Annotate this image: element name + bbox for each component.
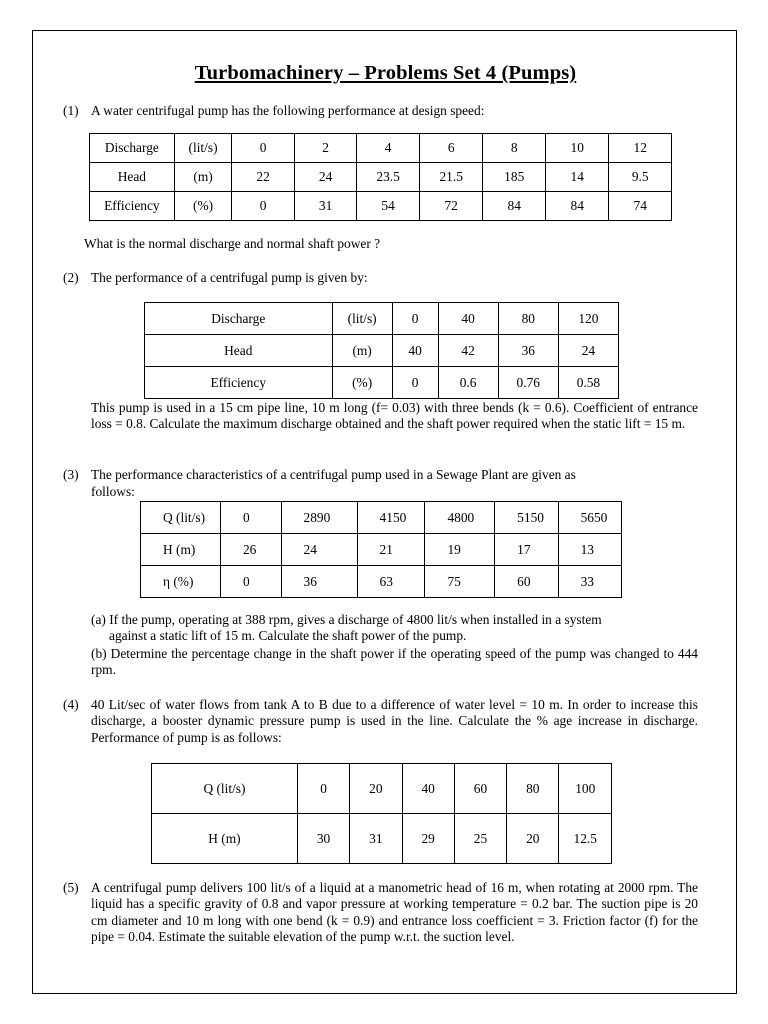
table-row <box>141 534 622 566</box>
table-cell: 4800 <box>425 502 495 534</box>
table-cell: 60 <box>495 566 558 598</box>
table-cell: 5650 <box>558 502 621 534</box>
table-row <box>152 764 612 814</box>
table-cell: 40 <box>392 335 438 367</box>
table-cell: 2890 <box>281 502 357 534</box>
table-cell: 24 <box>281 534 357 566</box>
problem-4-text: 40 Lit/sec of water flows from tank A to B due to a difference of water level = 10 m. In order to increase this discharge, a booster dynamic pressure pump is used in the line. Calculate the % age increase in discharge. Performance of pump is as follows: <box>91 697 698 745</box>
problem-4-number: (4) <box>63 697 79 712</box>
problem-5-number: (5) <box>63 880 79 895</box>
problem-2-details: This pump is used in a 15 cm pipe line, 10 m long (f= 0.03) with three bends (k = 0.6). Coefficient of entrance loss = 0.8. Calculate the maximum discharge obtained and the shaft power required when the static lift = 15 m. <box>91 400 698 432</box>
table-cell: (m) <box>332 335 392 367</box>
table-row <box>90 134 672 163</box>
table-cell: 40 <box>402 764 454 814</box>
table-cell: 4150 <box>357 502 425 534</box>
table-cell: 80 <box>507 764 559 814</box>
table-cell: 29 <box>402 814 454 864</box>
problem-3-text: The performance characteristics of a centrifugal pump used in a Sewage Plant are given as <box>91 467 576 482</box>
problem-4-table <box>151 763 612 864</box>
table-cell: 24 <box>294 163 356 192</box>
table-cell: 20 <box>507 814 559 864</box>
problem-1-table <box>89 133 672 221</box>
table-row <box>145 303 619 335</box>
table-cell: 26 <box>220 534 281 566</box>
table-cell: 33 <box>558 566 621 598</box>
table-cell: 0 <box>392 367 438 399</box>
table-cell: Q (lit/s) <box>152 764 298 814</box>
table-cell: Discharge <box>145 303 333 335</box>
table-cell: 0 <box>232 134 294 163</box>
table-cell: 40 <box>438 303 498 335</box>
table-cell: 0 <box>220 566 281 598</box>
table-cell: 0 <box>392 303 438 335</box>
table-cell: 8 <box>483 134 546 163</box>
table-cell: 72 <box>419 192 483 221</box>
table-cell: 31 <box>350 814 402 864</box>
table-cell: (m) <box>174 163 232 192</box>
table-cell: 84 <box>545 192 608 221</box>
table-cell: Discharge <box>90 134 175 163</box>
table-row <box>145 335 619 367</box>
document-title: Turbomachinery – Problems Set 4 (Pumps) <box>194 62 577 84</box>
table-cell: 0 <box>220 502 281 534</box>
table-cell: 30 <box>297 814 349 864</box>
table-cell: Efficiency <box>145 367 333 399</box>
table-cell: 54 <box>357 192 420 221</box>
table-cell: Head <box>145 335 333 367</box>
table-cell: 21 <box>357 534 425 566</box>
table-cell: 12 <box>609 134 672 163</box>
table-cell: (%) <box>174 192 232 221</box>
problem-3-text-cont: follows: <box>91 484 135 499</box>
table-cell: 20 <box>350 764 402 814</box>
table-row <box>141 566 622 598</box>
table-row <box>141 502 622 534</box>
table-cell: 80 <box>498 303 558 335</box>
table-cell: Efficiency <box>90 192 175 221</box>
table-cell: 42 <box>438 335 498 367</box>
table-cell: H (m) <box>152 814 298 864</box>
table-cell: 31 <box>294 192 356 221</box>
table-cell: 36 <box>281 566 357 598</box>
problem-3-number: (3) <box>63 467 79 482</box>
table-cell: 5150 <box>495 502 558 534</box>
table-cell: (lit/s) <box>332 303 392 335</box>
table-cell: 23.5 <box>357 163 420 192</box>
problem-2-number: (2) <box>63 270 79 285</box>
problem-3-part-a: (a) If the pump, operating at 388 rpm, gives a discharge of 4800 lit/s when installed in a system <box>91 612 602 627</box>
table-cell: 22 <box>232 163 294 192</box>
problem-3-table <box>140 501 622 598</box>
table-cell: 14 <box>545 163 608 192</box>
problem-3-statement <box>63 467 576 483</box>
problem-3-part-a-cont: against a static lift of 15 m. Calculate the shaft power of the pump. <box>109 628 467 643</box>
table-cell: 4 <box>357 134 420 163</box>
table-cell: 120 <box>558 303 618 335</box>
table-cell: H (m) <box>141 534 221 566</box>
table-cell: Q (lit/s) <box>141 502 221 534</box>
table-cell: (%) <box>332 367 392 399</box>
table-row <box>90 163 672 192</box>
problem-1-number: (1) <box>63 103 79 118</box>
table-row <box>152 814 612 864</box>
table-cell: 0.6 <box>438 367 498 399</box>
table-cell: 24 <box>558 335 618 367</box>
table-cell: (lit/s) <box>174 134 232 163</box>
problem-3-part-b: (b) Determine the percentage change in the shaft power if the operating speed of the pump was changed to 444 rpm. <box>91 646 698 678</box>
table-cell: 13 <box>558 534 621 566</box>
problem-5-text: A centrifugal pump delivers 100 lit/s of a liquid at a manometric head of 16 m, when rotating at 2000 rpm. The liquid has a specific gravity of 0.8 and vapor pressure at working temperature = 0.2 bar. The suction pipe is 20 cm diameter and 10 m long with one bend (k = 0.9) and entrance loss coefficient = 3. Friction factor (f) for the pipe = 0.04. Estimate the suitable elevation of the pump w.r.t. the suction level. <box>91 880 698 944</box>
problem-1-question: What is the normal discharge and normal shaft power ? <box>84 236 381 251</box>
table-cell: Head <box>90 163 175 192</box>
table-cell: 19 <box>425 534 495 566</box>
table-cell: 84 <box>483 192 546 221</box>
table-cell: 185 <box>483 163 546 192</box>
table-cell: 36 <box>498 335 558 367</box>
problem-2-text: The performance of a centrifugal pump is given by: <box>91 270 368 285</box>
table-cell: 21.5 <box>419 163 483 192</box>
problem-2-statement <box>63 270 368 286</box>
problem-1-text: A water centrifugal pump has the following performance at design speed: <box>91 103 485 118</box>
table-cell: 2 <box>294 134 356 163</box>
problem-1-statement <box>63 103 484 119</box>
table-cell: 75 <box>425 566 495 598</box>
table-cell: 12.5 <box>559 814 612 864</box>
table-cell: 0.58 <box>558 367 618 399</box>
table-cell: 0 <box>232 192 294 221</box>
table-row <box>90 192 672 221</box>
table-cell: η (%) <box>141 566 221 598</box>
table-row <box>145 367 619 399</box>
table-cell: 6 <box>419 134 483 163</box>
table-cell: 63 <box>357 566 425 598</box>
table-cell: 25 <box>454 814 506 864</box>
problem-2-table <box>144 302 619 399</box>
table-cell: 17 <box>495 534 558 566</box>
table-cell: 0.76 <box>498 367 558 399</box>
table-cell: 74 <box>609 192 672 221</box>
table-cell: 0 <box>297 764 349 814</box>
table-cell: 60 <box>454 764 506 814</box>
table-cell: 100 <box>559 764 612 814</box>
table-cell: 10 <box>545 134 608 163</box>
table-cell: 9.5 <box>609 163 672 192</box>
